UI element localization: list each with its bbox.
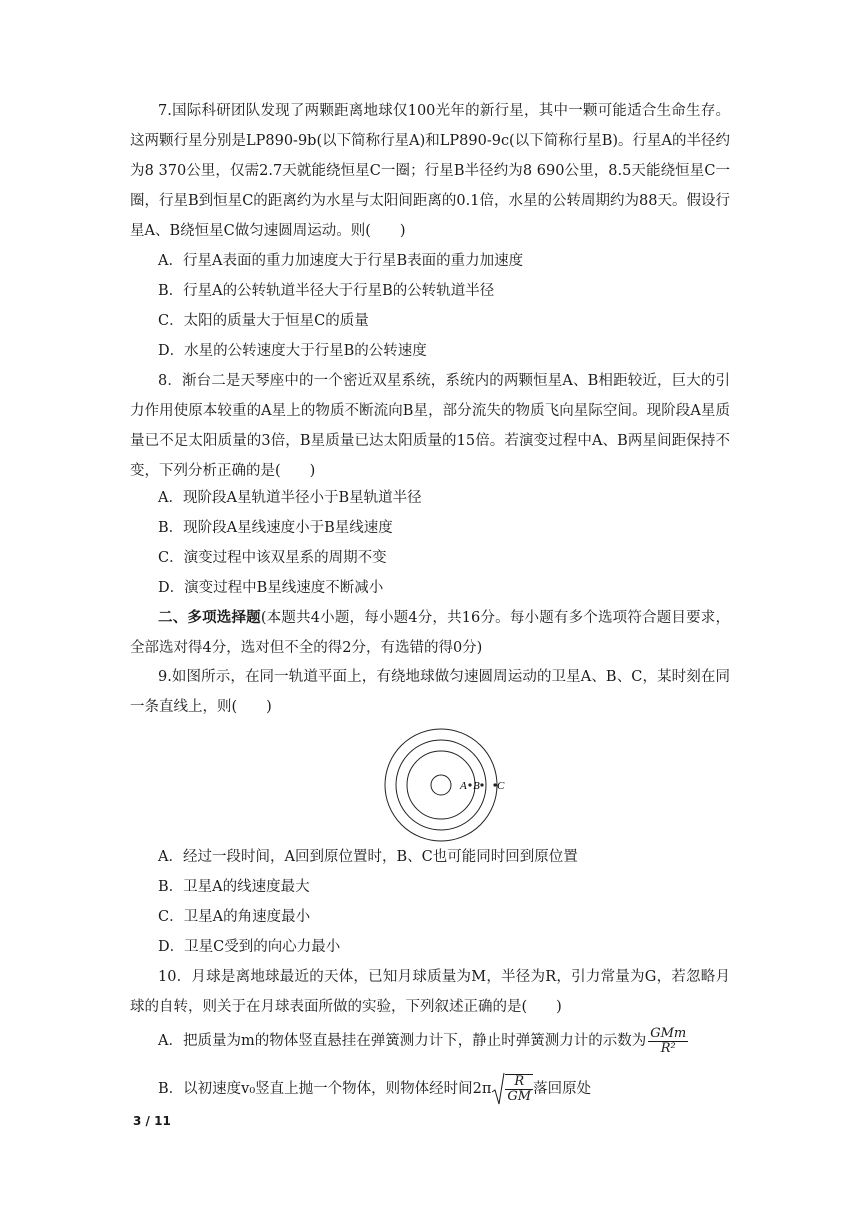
q10-option-a [158,1026,738,1056]
orbit-outer [385,729,497,841]
section-2-note: (本题共4小题，每小题4分，共16分。每小题有多个选项符合题目要求，全部选对得4分，选对但不全的得2分，有选错的得0分) [130,610,731,656]
question-9-stem: 9.如图所示，在同一轨道平面上，有绕地球做匀速圆周运动的卫星A、B、C，某时刻在同一条直线上，则( ) [130,669,730,715]
q7-option-a: A．行星A表面的重力加速度大于行星B表面的重力加速度 [158,253,524,269]
satellite-a-dot [468,783,471,786]
page-number: 3 / 11 [133,1114,171,1128]
label-b: B [473,780,480,792]
q10-option-a-text: A．把质量为m的物体竖直悬挂在弹簧测力计下，静止时弹簧测力计的示数为 [158,1033,647,1049]
q9-option-a: A．经过一段时间，A回到原位置时，B、C也可能同时回到原位置 [158,849,578,865]
orbit-diagram [384,724,520,848]
q8-option-a: A．现阶段A星轨道半径小于B星轨道半径 [158,490,422,506]
q10-option-b-tail: 落回原处 [533,1081,592,1097]
earth-circle [431,775,451,795]
section-2-heading [130,603,730,663]
question-8-stem: 8．渐台二是天琴座中的一个密近双星系统，系统内的两颗恒星A、B相距较近，巨大的引力作用使原本较重的A星上的物质不断流向B星，部分流失的物质飞向星际空间。现阶段A星质量已不足太阳质量的3倍，B星质量已达太阳质量的15倍。若演变过程中A、B两星间距保持不变，下列分析正确的是( ) [130,373,730,479]
q10-option-b [158,1072,738,1106]
q9-option-d: D．卫星C受到的向心力最小 [158,939,341,955]
fraction-denominator: GM [507,1089,532,1104]
fraction-r-gm [505,1075,533,1104]
section-2-title: 二、多项选择题 [158,609,261,626]
radical-sign-icon [491,1072,505,1106]
q9-option-b: B．卫星A的线速度最大 [158,879,310,895]
q9-option-c: C．卫星A的角速度最小 [158,909,311,925]
satellite-b-dot [480,783,483,786]
question-10-stem: 10．月球是离地球最近的天体，已知月球质量为M，半径为R，引力常量为G，若忽略月球的自转，则关于在月球表面所做的实验，下列叙述正确的是( ) [130,969,730,1015]
q8-option-d: D．演变过程中B星线速度不断减小 [158,580,384,596]
q7-option-b: B．行星A的公转轨道半径大于行星B的公转轨道半径 [158,283,495,299]
sqrt-body [505,1074,533,1105]
fraction-gmm-r2 [648,1027,688,1056]
question-7-stem: 7.国际科研团队发现了两颗距离地球仅100光年的新行星，其中一颗可能适合生命生存。这两颗行星分别是LP890-9b(以下简称行星A)和LP890-9c(以下简称行星B)。行星A的半径约为8 370公里，仅需2.7天就能绕恒星C一圈；行星B半径约为8 690公里，8.5天能绕恒星C一圈，行星B到恒星C的距离约为水星与太阳间距离的0.1倍，水星的公转周期约为88天。假设行星A、B绕恒星C做匀速圆周运动。则( ) [130,103,730,239]
label-a: A [460,780,467,792]
fraction-numerator: GMm [650,1025,687,1041]
sqrt-expression [491,1072,533,1106]
label-c: C [497,780,505,792]
q7-option-c: C．太阳的质量大于恒星C的质量 [158,313,369,329]
q10-option-b-text: B．以初速度v₀竖直上抛一个物体，则物体经时间2π [158,1081,492,1097]
fraction-denominator: R² [660,1040,676,1056]
fraction-numerator: R [505,1075,533,1090]
q7-option-d: D．水星的公转速度大于行星B的公转速度 [158,343,427,359]
q8-option-c: C．演变过程中该双星系的周期不变 [158,550,387,566]
q8-option-b: B．现阶段A星线速度小于B星线速度 [158,520,393,536]
